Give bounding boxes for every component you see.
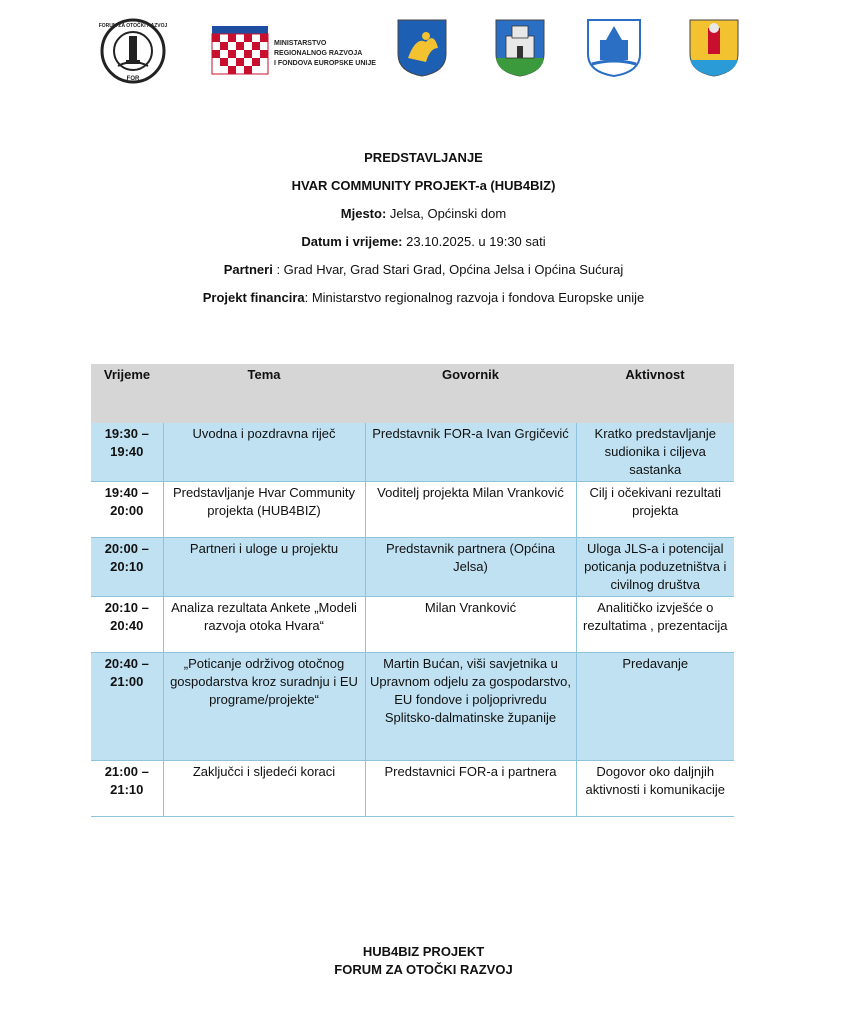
fza-logo (98, 18, 168, 84)
subtitle-line (0, 176, 847, 204)
cell-time: 19:40 – 20:00 (91, 482, 163, 538)
cell-topic: Analiza rezultata Ankete „Modeli razvoja otoka Hvara“ (163, 597, 365, 653)
cell-speaker: Milan Vranković (365, 597, 576, 653)
logo-strip (96, 18, 756, 88)
partners-value: : Grad Hvar, Grad Stari Grad, Općina Jelsa i Općina Sućuraj (272, 262, 624, 277)
cell-activity: Dogovor oko daljnjih aktivnosti i komunikacije (576, 761, 734, 817)
partners-line (0, 260, 847, 288)
cell-activity: Predavanje (576, 653, 734, 761)
place-value: Jelsa, Općinski dom (386, 206, 507, 221)
footer (0, 943, 847, 979)
cell-topic: Partneri i uloge u projektu (163, 538, 365, 597)
funding-line (0, 288, 847, 316)
svg-text:FORUM ZA OTOČKI RAZVOJ: FORUM ZA OTOČKI RAZVOJ (98, 23, 168, 29)
agenda-table (91, 364, 734, 817)
cell-time: 20:00 – 20:10 (91, 538, 163, 597)
footer-line-1: HUB4BIZ PROJEKT (362, 944, 485, 959)
event-header (0, 148, 847, 316)
cell-activity: Cilj i očekivani rezultati projekta (576, 482, 734, 538)
table-row (91, 482, 734, 538)
cell-speaker: Predstavnik FOR-a Ivan Grgičević (365, 423, 576, 482)
hvar-coat-of-arms (396, 18, 448, 78)
ministry-logo (208, 18, 388, 84)
table-row (91, 653, 734, 761)
table-row (91, 538, 734, 597)
cell-activity: Analitičko izvješće o rezultatima , prezentacija (576, 597, 734, 653)
cell-topic: Zaključci i sljedeći koraci (163, 761, 365, 817)
svg-text:FOR: FOR (126, 76, 140, 82)
header-topic: Tema (163, 364, 365, 423)
cell-topic: „Poticanje održivog otočnog gospodarstva kroz suradnju i EU programe/projekte“ (163, 653, 365, 761)
datetime-value: 23.10.2025. u 19:30 sati (402, 234, 546, 249)
cell-speaker: Martin Bućan, viši savjetnika u Upravnom odjelu za gospodarstvo, EU fondove i poljoprivredu Splitsko-dalmatinske županije (365, 653, 576, 761)
cell-time: 20:10 – 20:40 (91, 597, 163, 653)
header-activity: Aktivnost (576, 364, 734, 423)
ministry-text-1: MINISTARSTVO (274, 40, 327, 47)
funding-label: Projekt financira (202, 290, 305, 305)
cell-time: 21:00 – 21:10 (91, 761, 163, 817)
cell-time: 20:40 – 21:00 (91, 653, 163, 761)
footer-line-2: FORUM ZA OTOČKI RAZVOJ (334, 962, 513, 977)
cell-speaker: Predstavnici FOR-a i partnera (365, 761, 576, 817)
header-speaker: Govornik (365, 364, 576, 423)
cell-activity: Uloga JLS-a i potencijal poticanja poduzetništva i civilnog društva (576, 538, 734, 597)
cell-speaker: Predstavnik partnera (Općina Jelsa) (365, 538, 576, 597)
table-header-row (91, 364, 734, 423)
event-subtitle: HVAR COMMUNITY PROJEKT-a (HUB4BIZ) (291, 178, 556, 193)
stari-grad-coat-of-arms (494, 18, 546, 78)
ministry-text-3: I FONDOVA EUROPSKE UNIJE (274, 60, 376, 67)
table-row (91, 423, 734, 482)
cell-topic: Predstavljanje Hvar Community projekta (HUB4BIZ) (163, 482, 365, 538)
sucuraj-coat-of-arms (688, 18, 740, 78)
jelsa-coat-of-arms (586, 18, 642, 78)
cell-time: 19:30 – 19:40 (91, 423, 163, 482)
cell-activity: Kratko predstavljanje sudionika i ciljeva sastanka (576, 423, 734, 482)
ministry-text-2: REGIONALNOG RAZVOJA (274, 50, 363, 57)
title-line (0, 148, 847, 176)
table-row (91, 597, 734, 653)
partners-label: Partneri (223, 262, 273, 277)
datetime-label: Datum i vrijeme: (301, 234, 403, 249)
datetime-line (0, 232, 847, 260)
cell-topic: Uvodna i pozdravna riječ (163, 423, 365, 482)
place-label: Mjesto: (340, 206, 387, 221)
header-time: Vrijeme (91, 364, 163, 423)
event-title: PREDSTAVLJANJE (364, 150, 483, 165)
cell-speaker: Voditelj projekta Milan Vranković (365, 482, 576, 538)
funding-value: : Ministarstvo regionalnog razvoja i fondova Europske unije (304, 290, 645, 305)
table-row (91, 761, 734, 817)
place-line (0, 204, 847, 232)
